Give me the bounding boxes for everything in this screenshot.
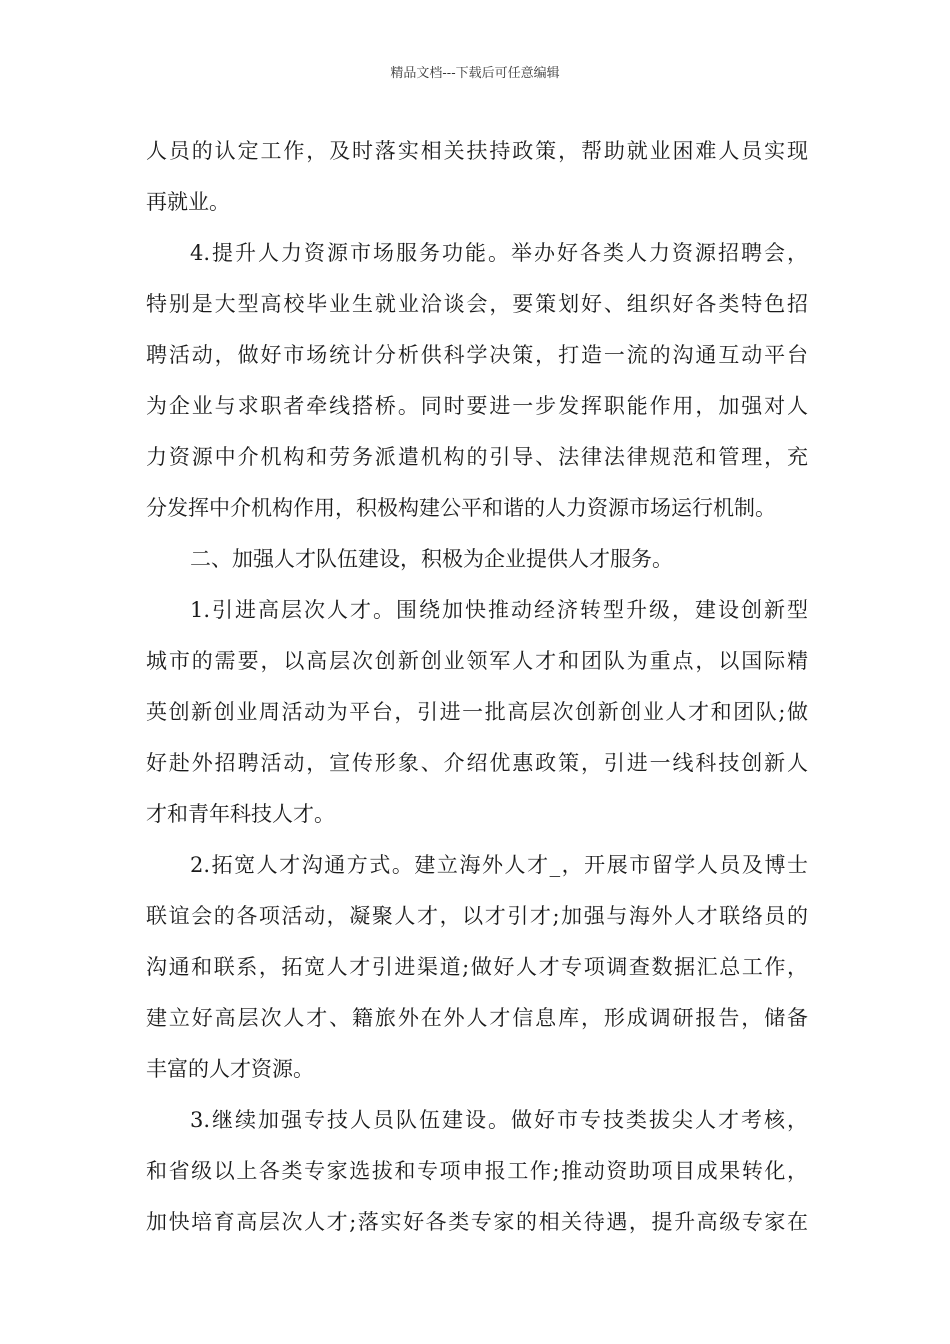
- text-line: 丰富的人才资源。: [146, 1057, 314, 1081]
- text-line: 特别是大型高校毕业生就业洽谈会，要策划好、组织好各类特色招: [146, 292, 808, 316]
- text-line: 沟通和联系，拓宽人才引进渠道;做好人才专项调查数据汇总工作，: [146, 955, 808, 979]
- text-line: 力资源中介机构和劳务派遣机构的引导、法律法律规范和管理，充: [146, 445, 808, 469]
- paragraph: [146, 534, 808, 585]
- text-line: 才和青年科技人才。: [146, 802, 335, 826]
- section-heading: 二、加强人才队伍建设，积极为企业提供人才服务。: [190, 547, 673, 571]
- paragraph: [146, 840, 808, 1095]
- document-body: [146, 126, 808, 1248]
- text-line: 2.拓宽人才沟通方式。建立海外人才_，开展市留学人员及博士: [190, 853, 808, 877]
- text-line: 加快培育高层次人才;落实好各类专家的相关待遇，提升高级专家在: [146, 1210, 808, 1234]
- text-line: 4.提升人力资源市场服务功能。举办好各类人力资源招聘会，: [190, 241, 808, 265]
- text-line: 好赴外招聘活动，宣传形象、介绍优惠政策，引进一线科技创新人: [146, 751, 808, 775]
- text-line: 分发挥中介机构作用，积极构建公平和谐的人力资源市场运行机制。: [146, 496, 776, 520]
- text-line: 和省级以上各类专家选拔和专项申报工作;推动资助项目成果转化，: [146, 1159, 808, 1183]
- text-line: 1.引进高层次人才。围绕加快推动经济转型升级，建设创新型: [190, 598, 808, 622]
- text-line: 英创新创业周活动为平台，引进一批高层次创新创业人才和团队;做: [146, 700, 808, 724]
- text-line: 建立好高层次人才、籍旅外在外人才信息库，形成调研报告，储备: [146, 1006, 808, 1030]
- text-line: 城市的需要，以高层次创新创业领军人才和团队为重点，以国际精: [146, 649, 808, 673]
- text-line: 再就业。: [146, 190, 230, 214]
- text-line: 人员的认定工作，及时落实相关扶持政策，帮助就业困难人员实现: [146, 139, 808, 163]
- paragraph: [146, 126, 808, 228]
- paragraph: [146, 585, 808, 840]
- text-line: 聘活动，做好市场统计分析供科学决策，打造一流的沟通互动平台: [146, 343, 808, 367]
- text-line: 为企业与求职者牵线搭桥。同时要进一步发挥职能作用，加强对人: [146, 394, 808, 418]
- page-header: 精品文档---下载后可任意编辑: [390, 66, 560, 81]
- paragraph: [146, 228, 808, 534]
- text-line: 联谊会的各项活动，凝聚人才，以才引才;加强与海外人才联络员的: [146, 904, 808, 928]
- text-line: 3.继续加强专技人员队伍建设。做好市专技类拔尖人才考核，: [190, 1108, 808, 1132]
- paragraph: [146, 1095, 808, 1248]
